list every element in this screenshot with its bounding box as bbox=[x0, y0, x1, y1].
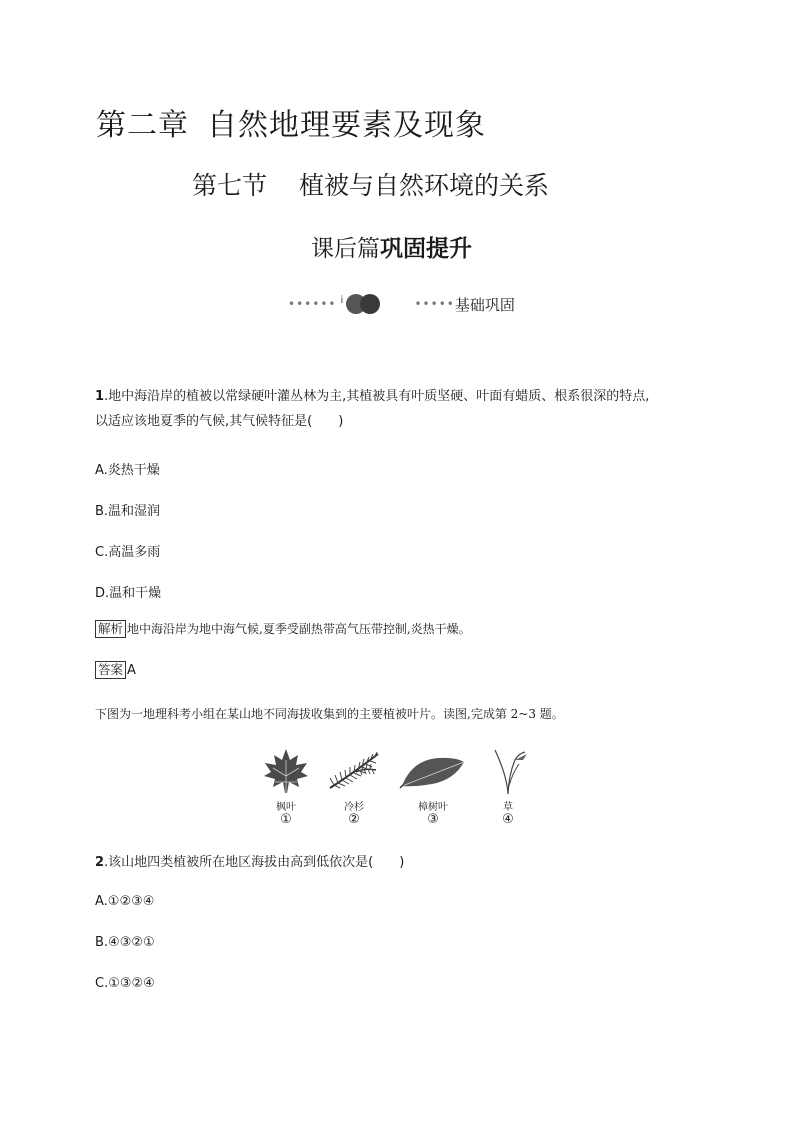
sub-heading-prefix: 课后篇 bbox=[311, 236, 380, 262]
question-2-number: 2 bbox=[95, 855, 105, 870]
question-2-text: .该山地四类植被所在地区海拔由高到低依次是( ) bbox=[104, 855, 405, 870]
banner-dots-right: ••••• bbox=[414, 297, 455, 311]
question-1-text: .地中海沿岸的植被以常绿硬叶灌丛林为主,其植被具有叶质坚硬、叶面有蜡质、根系很深的特点, bbox=[104, 389, 650, 404]
question-2 bbox=[95, 850, 404, 875]
figure-num-maple: ① bbox=[280, 812, 292, 827]
figure-label-maple: 枫叶 bbox=[276, 802, 296, 813]
figure-item-fir bbox=[319, 746, 389, 827]
figure-label-grass: 草 bbox=[503, 802, 513, 813]
banner-dots-left: •••••• bbox=[288, 297, 337, 311]
fir-branch-icon bbox=[324, 746, 384, 796]
sub-heading bbox=[311, 230, 472, 263]
analysis-text: 地中海沿岸为地中海气候,夏季受副热带高气压带控制,炎热干燥。 bbox=[127, 622, 471, 636]
question-1 bbox=[95, 384, 649, 434]
q2-option-c: C.①③②④ bbox=[95, 976, 155, 991]
section-heading bbox=[192, 166, 549, 202]
q1-analysis bbox=[95, 620, 471, 638]
question-1-line1 bbox=[95, 384, 649, 409]
figure-intro: 下图为一地理科考小组在某山地不同海拔收集到的主要植被叶片。读图,完成第 2~3 题。 bbox=[95, 707, 564, 721]
q1-option-a: A.炎热干燥 bbox=[95, 463, 160, 478]
figure-num-fir: ② bbox=[348, 812, 360, 827]
figure-num-camphor: ③ bbox=[427, 812, 439, 827]
figure-item-maple bbox=[251, 746, 321, 827]
analysis-tag: 解析 bbox=[95, 620, 126, 638]
section-number: 第七节 bbox=[192, 171, 268, 200]
q1-option-c: C.高温多雨 bbox=[95, 545, 161, 560]
figure-item-camphor bbox=[398, 746, 468, 827]
q1-option-b: B.温和湿润 bbox=[95, 504, 161, 519]
circles-icon: i bbox=[340, 293, 382, 315]
question-1-line2: 以适应该地夏季的气候,其气候特征是( ) bbox=[95, 414, 344, 429]
maple-leaf-icon bbox=[261, 746, 311, 796]
figure-item-grass bbox=[473, 746, 543, 827]
answer-tag: 答案 bbox=[95, 661, 126, 679]
chapter-number: 第二章 bbox=[96, 108, 189, 143]
q1-answer bbox=[95, 661, 136, 679]
question-1-number: 1 bbox=[95, 389, 105, 404]
section-banner bbox=[288, 292, 515, 316]
chapter-title: 自然地理要素及现象 bbox=[207, 108, 486, 143]
grass-icon bbox=[483, 746, 533, 796]
q2-option-a: A.①②③④ bbox=[95, 894, 155, 909]
q1-option-d: D.温和干燥 bbox=[95, 586, 162, 601]
sub-heading-bold: 巩固提升 bbox=[380, 236, 472, 262]
figure-label-camphor: 樟树叶 bbox=[418, 802, 448, 813]
figure-label-fir: 冷杉 bbox=[344, 802, 364, 813]
camphor-leaf-icon bbox=[398, 746, 468, 796]
figure-num-grass: ④ bbox=[502, 812, 514, 827]
chapter-heading bbox=[96, 100, 486, 144]
banner-label: 基础巩固 bbox=[454, 295, 515, 314]
q2-option-b: B.④③②① bbox=[95, 935, 155, 950]
section-title: 植被与自然环境的关系 bbox=[299, 171, 550, 200]
answer-text: A bbox=[127, 663, 136, 678]
